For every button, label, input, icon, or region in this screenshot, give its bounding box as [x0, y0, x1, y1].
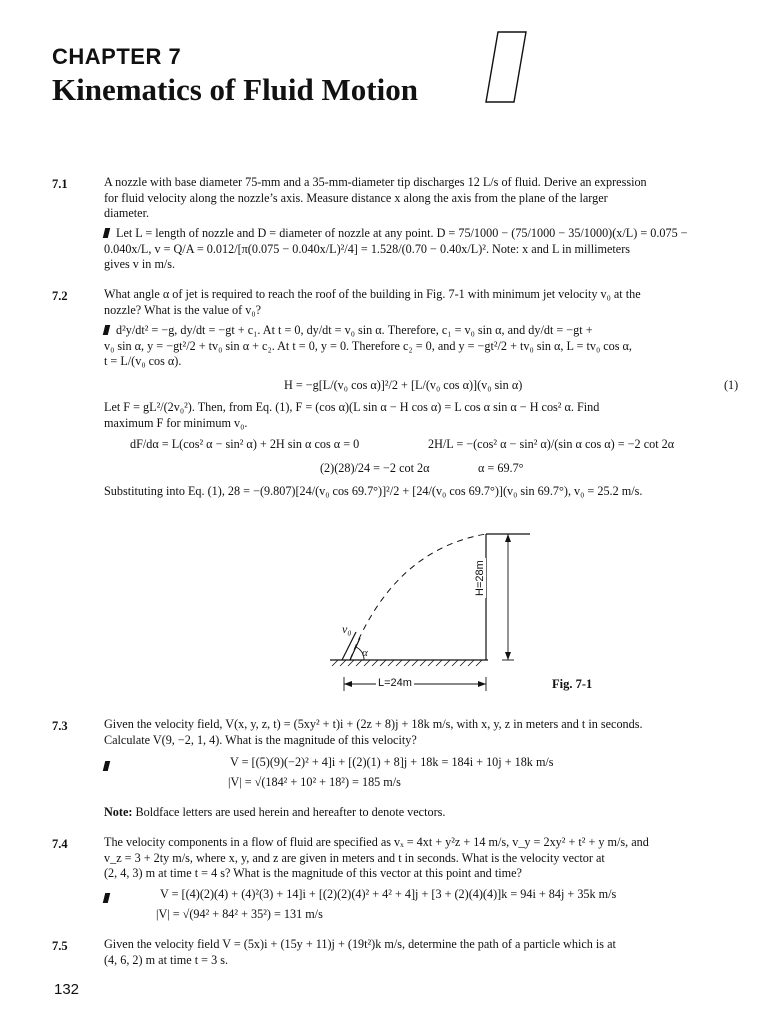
solution-line: |V| = √(184² + 10² + 18²) = 185 m/s — [228, 775, 401, 789]
equation-2a: dF/dα = L(cos² α − sin² α) + 2H sin α cos α = 0 — [130, 437, 360, 451]
equation-2b: 2H/L = −(cos² α − sin² α)/(sin α cos α) = −2 cot 2α — [428, 437, 675, 451]
problem-solution-text: Let F = gL²/(2v₀²). Then, from Eq. (1), F = (cos α)(L sin α − H cos α) = L cos α sin α − H cos² α. Find maximum F for minimum v₀. — [104, 400, 600, 430]
solution-marker-icon — [104, 889, 116, 907]
problem-number: 7.2 — [52, 289, 68, 303]
solution-marker-icon — [103, 228, 110, 238]
chapter-label: CHAPTER 7 — [52, 44, 182, 69]
solution-line: |V| = √(94² + 84² + 35²) = 131 m/s — [156, 907, 323, 921]
solution-line: V = [(5)(9)(−2)² + 4]i + [(2)(1) + 8]j + 18k = 184i + 10j + 18k m/s — [230, 755, 554, 769]
equation-tag: (1) — [724, 378, 739, 392]
problem-question: The velocity components in a flow of fluid are specified as vₓ = 4xt + y²z + 14 m/s, v_y = 2xy² + t² + y m/s, and v_z = 3 + 2ty m/s, where x, y, and z are given in meters and t in seconds. What is the velocity vector at (2, 4, 3) m at time t = 4 s? What is the magnitude of this vector at this point and time? — [104, 835, 649, 880]
problem-number: 7.1 — [52, 177, 68, 191]
problem-question: Given the velocity field V = (5x)i + (15y + 11)j + (19t²)k m/s, determine the path of a particle which is at (4, 6, 2) m at time t = 3 s. — [104, 937, 616, 967]
problem-question: A nozzle with base diameter 75-mm and a 35-mm-diameter tip discharges 12 L/s of fluid. Derive an expression for fluid velocity along the nozzle’s axis. Measure distance x along the axis from the plane of the larger diameter. — [104, 175, 647, 220]
length-dimension — [320, 675, 540, 695]
problem-number: 7.4 — [52, 837, 68, 851]
figure-7-1 — [320, 520, 540, 670]
ground-hatch — [332, 660, 482, 666]
problem-number: 7.3 — [52, 719, 68, 733]
equation-1: H = −g[L/(v₀ cos α)]²/2 + [L/(v₀ cos α)](v₀ sin α) — [284, 378, 523, 392]
jet-trajectory — [350, 534, 486, 660]
solution-marker-icon — [103, 325, 110, 335]
equation-3b: α = 69.7° — [478, 461, 524, 475]
figure-caption: Fig. 7-1 — [552, 677, 593, 691]
problem-number: 7.5 — [52, 939, 68, 953]
problem-solution: Let L = length of nozzle and D = diameter of nozzle at any point. D = 75/1000 − (75/1000 − 35/1000)(x/L) = 0.075 − 0.040x/L, v = Q/A = 0.012/[π(0.075 − 0.040x/L)²/4] = 1.528/(0.70 − 0.40x/L)². Note: x and L in millimeters gives v in m/s. — [104, 226, 688, 271]
problem-question: What angle α of jet is required to reach the roof of the building in Fig. 7-1 with minimum jet velocity v₀ at the nozzle? What is the value of v₀? — [104, 287, 641, 317]
problem-solution: d²y/dt² = −g, dy/dt = −gt + c₁. At t = 0, dy/dt = v₀ sin α. Therefore, c₁ = v₀ sin α, and dy/dt = −gt + v₀ sin α, y = −gt²/2 + tv₀ sin α + c₂. At t = 0, y = 0. Therefore c₂ = 0, and y = −gt²/2 + tv₀ sin α, L = tv₀ cos α, t = L/(v₀ cos α). — [104, 323, 632, 368]
solution-line: V = [(4)(2)(4) + (4)²(3) + 14]i + [(2)(2)(4)² + 4² + 4]j + [3 + (2)(4)(4)]k = 94i + 84j + 35k m/s — [160, 887, 617, 901]
equation-3a: (2)(28)/24 = −2 cot 2α — [320, 461, 430, 475]
substitution-line: Substituting into Eq. (1), 28 = −(9.807)[24/(v₀ cos 69.7°)]²/2 + [24/(v₀ cos 69.7°)](v₀ sin 69.7°), v₀ = 25.2 m/s. — [104, 484, 643, 498]
note: Note: Boldface letters are used herein and hereafter to denote vectors. — [104, 805, 446, 819]
solution-marker-icon — [104, 757, 116, 775]
angle-label: α — [362, 647, 368, 659]
page-number: 132 — [54, 981, 80, 998]
problem-question: Given the velocity field, V(x, y, z, t) = (5xy² + t)i + (2z + 8)j + 18k m/s, with x, y, z in meters and t in seconds. Calculate V(9, −2, 1, 4). What is the magnitude of this velocity? — [104, 717, 643, 747]
chapter-title: Kinematics of Fluid Motion — [52, 72, 418, 107]
height-label: H=28m — [474, 560, 486, 596]
velocity-label: v₀ — [342, 622, 352, 636]
length-label: L=24m — [378, 677, 412, 689]
chapter-tab-icon — [484, 30, 528, 106]
